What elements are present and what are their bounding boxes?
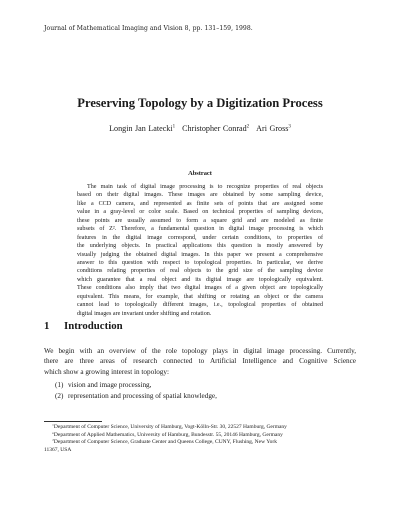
abstract-line: answer to this question with respect to topological properties. In particular, we derive xyxy=(77,259,323,266)
body-line: there are three areas of research connected to Artificial Intelligence and Cognitive Science xyxy=(44,357,356,366)
footnote-text: Department of Computer Science, University of Hamburg, Vogt-Kölln-Str. 30, 22527 Hamburg, Germany xyxy=(53,424,287,430)
author-name: Longin Jan Latecki xyxy=(109,124,173,133)
list-item-text: vision and image processing, xyxy=(68,381,152,389)
list-item xyxy=(55,391,217,402)
section-heading xyxy=(44,320,123,332)
abstract-line: value in a gray-level or color scale. Based on technical properties of sampling devices, xyxy=(77,209,323,216)
author-affiliation-mark: 2 xyxy=(246,124,250,130)
footnote xyxy=(44,439,356,447)
footnote-text: Department of Applied Mathematics, University of Hamburg, Bundesstr. 55, 20146 Hamburg, Germany xyxy=(53,431,283,438)
author-name: Christopher Conrad xyxy=(182,124,247,133)
abstract-heading: Abstract xyxy=(188,170,212,177)
list-item-text: representation and processing of spatial knowledge, xyxy=(68,392,217,400)
author-name: Ari Gross xyxy=(256,124,289,133)
author-list xyxy=(0,124,400,133)
author-affiliation-mark: 1 xyxy=(172,124,176,130)
abstract-line: subsets of Z². Therefore, a fundamental question in digital image processing is which xyxy=(77,226,323,233)
abstract-line: features in the digital image correspond, under certain conditions, to properties of xyxy=(77,234,323,241)
paper-title: Preserving Topology by a Digitization Process xyxy=(77,96,323,110)
body-line: We begin with an overview of the role topology plays in digital image processing. Currently, xyxy=(44,347,356,355)
abstract-line: digital images are invariant under shifting and rotation. xyxy=(77,310,212,317)
abstract-line: these points are usually assumed to form a square grid and are modeled as finite xyxy=(77,217,323,224)
footnote xyxy=(44,424,356,432)
abstract-line: visually judging the obtained digital images. In this paper we present a comprehensive xyxy=(77,251,323,258)
section-number: 1 xyxy=(44,320,50,332)
section-title: Introduction xyxy=(64,320,123,332)
list-item-label: (2) xyxy=(55,392,64,400)
footnotes xyxy=(44,424,356,455)
journal-header: Journal of Mathematical Imaging and Vision 8, pp. 131–159, 1998. xyxy=(44,25,253,32)
author-affiliation-mark: 3 xyxy=(288,124,291,130)
abstract-line: based on their digital images. These images are obtained by some sampling device, xyxy=(77,192,323,199)
body-line: which show a growing interest in topology: xyxy=(44,367,169,376)
footnote-mark: 2 xyxy=(52,431,54,435)
intro-paragraph xyxy=(44,346,356,377)
footnote-text: Department of Computer Science, Graduate Center and Queens College, CUNY, Flushing, New York xyxy=(53,439,277,446)
abstract-line: The main task of digital image processing is to recognize properties of real objects xyxy=(87,184,323,190)
abstract-line: cannot lead to topologically different images, i.e., topological properties of obtained xyxy=(77,302,323,309)
abstract-line: equivalent. This means, for example, that shifting or rotating an object or the camera xyxy=(77,293,323,300)
list-item-label: (1) xyxy=(55,381,64,389)
abstract-line: the underlying objects. In practical applications this question is mostly answered by xyxy=(77,243,323,250)
footnote-rule xyxy=(44,421,102,422)
abstract-line: which guarantee that a real object and its digital image are topologically equivalent. xyxy=(77,276,323,283)
abstract-line: These conditions also imply that two digital images of a given object are topologically xyxy=(77,285,323,292)
footnote-continuation: 11367, USA xyxy=(44,447,72,454)
footnote xyxy=(44,432,356,440)
footnote-mark: 1 xyxy=(52,424,54,427)
abstract-line: like a CCD camera, and represented as finite sets of points that are assigned some xyxy=(77,200,323,207)
abstract-line: conditions relating properties of real objects to the grid size of the sampling device xyxy=(77,268,323,275)
abstract-body xyxy=(77,183,323,318)
topic-list xyxy=(55,380,217,402)
footnote-mark: 3 xyxy=(52,439,54,442)
list-item xyxy=(55,380,217,391)
